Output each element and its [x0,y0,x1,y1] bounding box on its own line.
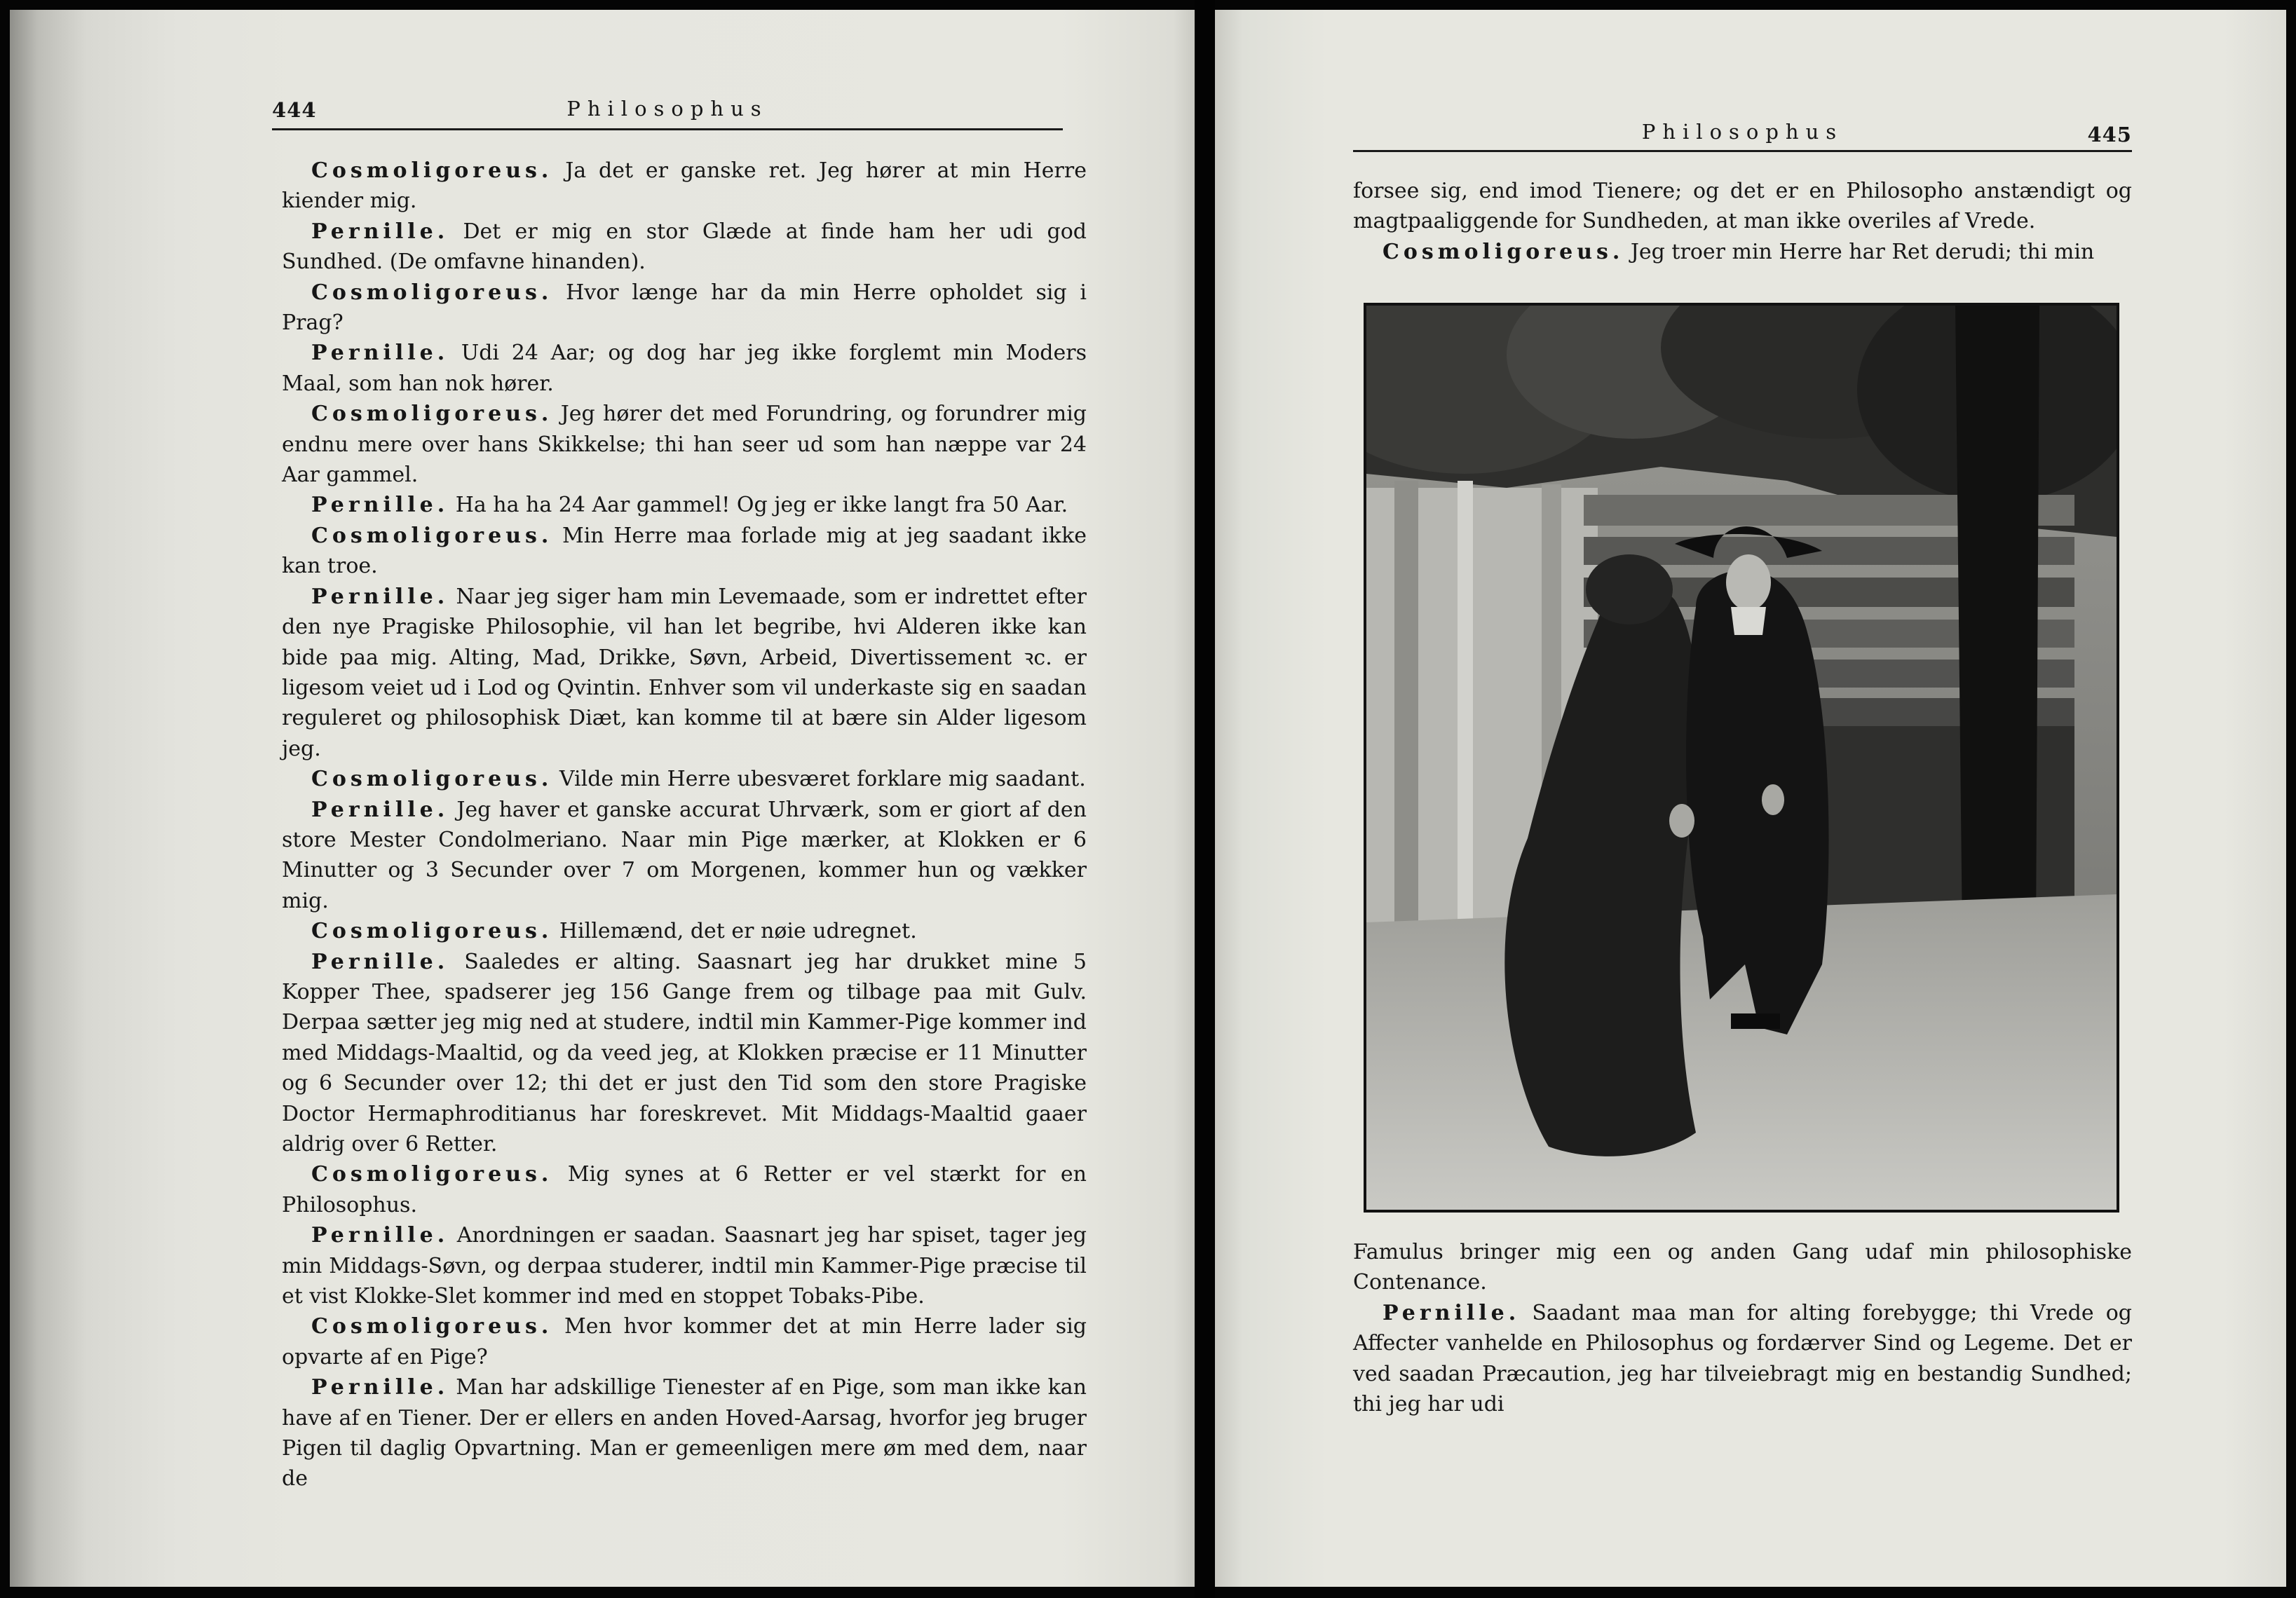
speaker-name: Pernille. [311,949,449,974]
speaker-name: Cosmoligoreus. [311,158,553,183]
dialogue-paragraph [282,1220,1087,1311]
dialogue-text: Famulus bringer mig een og anden Gang udaf min philosophiske Contenance. [1353,1240,2132,1295]
dialogue-paragraph [282,278,1087,339]
dialogue-text: Jeg hører det med Forundring, og forundrer mig endnu mere over hans Skikkelse; thi han seer ud som han næppe var 24 Aar gammel. [282,402,1087,488]
right-running-head: Philosophus [1641,120,1844,144]
right-page-number: 445 [2087,123,2132,146]
illustration-two-figures [1364,303,2119,1213]
dialogue-paragraph [282,1311,1087,1372]
dialogue-paragraph [282,1159,1087,1220]
dialogue-paragraph [282,947,1087,1160]
speaker-name: Pernille. [311,584,449,609]
dialogue-paragraph [282,764,1087,794]
speaker-name: Cosmoligoreus. [311,523,553,548]
dialogue-paragraph [1353,176,2132,237]
speaker-name: Cosmoligoreus. [311,402,553,427]
dialogue-text: Min Herre maa forlade mig at jeg saadant ikke kan troe. [282,523,1087,579]
dialogue-text: Man har adskillige Tienester af en Pige, som man ikke kan have af en Tiener. Der er ellers en anden Hoved-Aarsag, hvorfor jeg bruger Pigen til daglig Opvartning. Man er gemeenligen mere øm med dem, naar de [282,1375,1087,1491]
left-page-body [282,156,1087,1494]
dialogue-paragraph [282,338,1087,399]
dialogue-text: Saadant maa man for alting forebygge; thi Vrede og Affecter vanhelde en Philosophus og fordærver Sind og Legeme. Det er ved saadan Præcaution, jeg har tilveiebragt mig en bestandig Sundhed; thi jeg har udi [1353,1300,2132,1417]
dialogue-paragraph [282,1372,1087,1494]
dialogue-paragraph [1353,1237,2132,1298]
right-header-rule [1353,150,2132,152]
right-page-body-top [1353,176,2132,267]
dialogue-paragraph [282,582,1087,764]
dialogue-text: Det er mig en stor Glæde at finde ham her udi god Sundhed. (De omfavne hinanden). [282,219,1087,275]
speaker-name: Pernille. [1383,1300,1521,1325]
dialogue-paragraph [282,795,1087,917]
dialogue-paragraph [1353,237,2132,267]
left-page-number: 444 [272,98,317,122]
dialogue-paragraph [282,916,1087,946]
dialogue-text: forsee sig, end imod Tienere; og det er en Philosopho anstændigt og magtpaaliggende for Sundheden, at man ikke overiles af Vrede. [1353,179,2132,234]
speaker-name: Pernille. [311,219,449,244]
dialogue-paragraph [282,490,1087,520]
illustration-drawing [1366,306,2117,1210]
dialogue-paragraph [282,217,1087,278]
dialogue-text: Hvor længe har da min Herre opholdet sig i Prag? [282,280,1087,336]
speaker-name: Cosmoligoreus. [1383,239,1624,264]
dialogue-text: Vilde min Herre ubesværet forklare mig saadant. [552,767,1086,792]
speaker-name: Pernille. [311,1375,449,1400]
book-gutter [1195,0,1215,1598]
dialogue-text: Hillemænd, det er nøie udregnet. [552,919,917,944]
dialogue-text: Saaledes er alting. Saasnart jeg har drukket mine 5 Kopper Thee, spadserer jeg 156 Gange frem og tilbage paa mit Gulv. Derpaa sætter jeg mig ned at studere, indtil min Kammer-Pige kommer ind med Middags-Maaltid, og da veed jeg, at Klokken præcise er 11 Minutter og 6 Secunder over 12; thi det er just den Tid som den store Pragiske Doctor Hermaphroditianus har foreskrevet. Mit Middags-Maaltid gaaer aldrig over 6 Retter. [282,949,1087,1156]
speaker-name: Pernille. [311,797,449,822]
dialogue-text: Mig synes at 6 Retter er vel stærkt for en Philosophus. [282,1162,1087,1217]
right-page-body-bottom [1353,1237,2132,1419]
dialogue-paragraph [282,399,1087,490]
speaker-name: Pernille. [311,341,449,366]
speaker-name: Cosmoligoreus. [311,767,553,792]
left-header-rule [272,128,1063,130]
dialogue-text: Jeg troer min Herre har Ret derudi; thi min [1624,239,2095,264]
speaker-name: Cosmoligoreus. [311,1314,553,1339]
speaker-name: Cosmoligoreus. [311,919,553,944]
dialogue-text: Anordningen er saadan. Saasnart jeg har spiset, tager jeg min Middags-Søvn, og derpaa studerer, indtil min Kammer-Pige præcise til et vist Klokke-Slet kommer ind med en stoppet Tobaks-Pibe. [282,1223,1087,1309]
dialogue-text: Udi 24 Aar; og dog har jeg ikke forglemt min Moders Maal, som han nok hører. [282,341,1087,396]
speaker-name: Cosmoligoreus. [311,280,553,305]
dialogue-text: Ha ha ha 24 Aar gammel! Og jeg er ikke langt fra 50 Aar. [449,493,1068,518]
left-page-header [272,93,1063,130]
dialogue-text: Ja det er ganske ret. Jeg hører at min Herre kiender mig. [282,158,1087,214]
right-page-header [1353,117,2132,152]
dialogue-text: Naar jeg siger ham min Levemaade, som er indrettet efter den nye Pragiske Philosophie, vil han let begribe, hvi Alderen ikke kan bide paa mig. Alting, Mad, Drikke, Søvn, Arbeid, Divertissement ꝛc. er ligesom veiet ud i Lod og Qvintin. Enhver som vil underkaste sig en saadan reguleret og philosophisk Diæt, kan komme til at bære sin Alder ligesom jeg. [282,584,1087,761]
speaker-name: Cosmoligoreus. [311,1162,553,1187]
dialogue-text: Men hvor kommer det at min Herre lader sig opvarte af en Pige? [282,1314,1087,1370]
dialogue-paragraph [282,156,1087,217]
speaker-name: Pernille. [311,1223,449,1248]
dialogue-paragraph [1353,1298,2132,1420]
dialogue-paragraph [282,521,1087,582]
dialogue-text: Jeg haver et ganske accurat Uhrværk, som er giort af den store Mester Condolmeriano. Naar min Pige mærker, at Klokken er 6 Minutter og 3 Secunder over 7 om Morgenen, kommer hun og vækker mig. [282,797,1087,913]
speaker-name: Pernille. [311,493,449,518]
left-running-head: Philosophus [566,97,768,121]
